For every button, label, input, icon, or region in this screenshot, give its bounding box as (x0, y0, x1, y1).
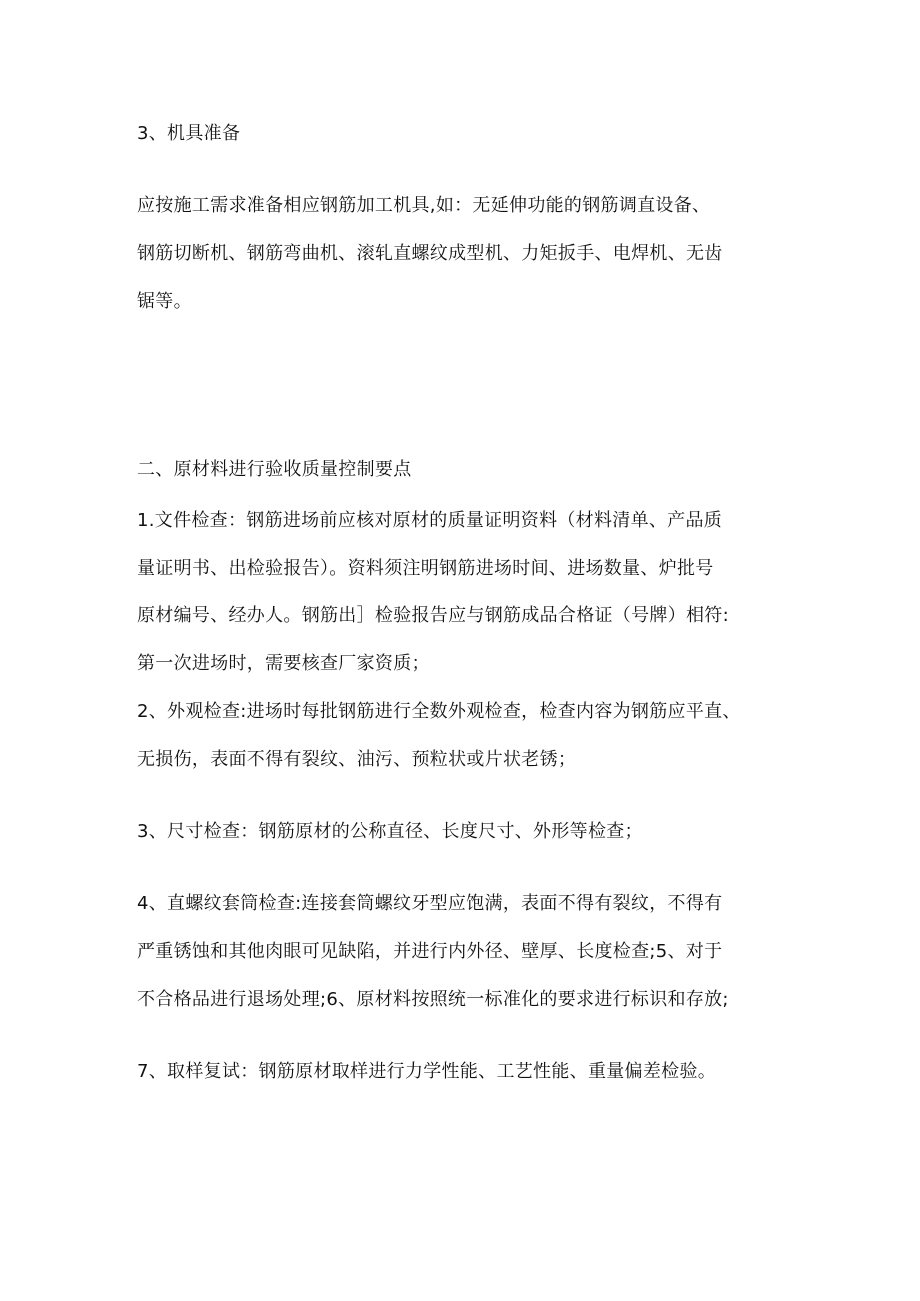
paragraph-line: 1.文件检查：钢筋进场前应核对原材的质量证明资料（材料清单、产品质 (137, 510, 723, 531)
paragraph-line: 3、尺寸检查：钢筋原材的公称直径、长度尺寸、外形等检查； (137, 821, 643, 842)
paragraph-line: 不合格品进行退场处理;6、原材料按照统一标准化的要求进行标识和存放; (137, 989, 729, 1010)
section-3-heading: 3、机具准备 (137, 123, 241, 144)
paragraph-line: 严重锈蚀和其他肉眼可见缺陷，并进行内外径、壁厚、长度检查;5、对于 (137, 941, 723, 962)
paragraph-line: 无损伤，表面不得有裂纹、油污、预粒状或片状老锈； (137, 749, 577, 770)
paragraph-line: 原材编号、经办人。钢筋出］检验报告应与钢筋成品合格证（号牌）相符: (137, 605, 729, 626)
paragraph-line: 锯等。 (137, 291, 192, 312)
section-2-heading: 二、原材料进行验收质量控制要点 (137, 459, 412, 480)
paragraph-line: 量证明书、出检验报告）。资料须注明钢筋进场时间、进场数量、炉批号 (137, 558, 714, 579)
paragraph-line: 第一次进场时，需要核查厂家资质； (137, 653, 430, 674)
paragraph-line: 4、直螺纹套筒检查:连接套筒螺纹牙型应饱满，表面不得有裂纹，不得有 (137, 893, 723, 914)
paragraph-line: 2、外观检查:进场时每批钢筋进行全数外观检查，检查内容为钢筋应平直、 (137, 701, 741, 722)
paragraph-line: 应按施工需求准备相应钢筋加工机具,如：无延伸功能的钢筋调直设备、 (137, 195, 711, 216)
paragraph-line: 钢筋切断机、钢筋弯曲机、滚轧直螺纹成型机、力矩扳手、电焊机、无齿 (137, 243, 723, 264)
paragraph-line: 7、取样复试：钢筋原材取样进行力学性能、工艺性能、重量偏差检验。 (137, 1061, 717, 1082)
